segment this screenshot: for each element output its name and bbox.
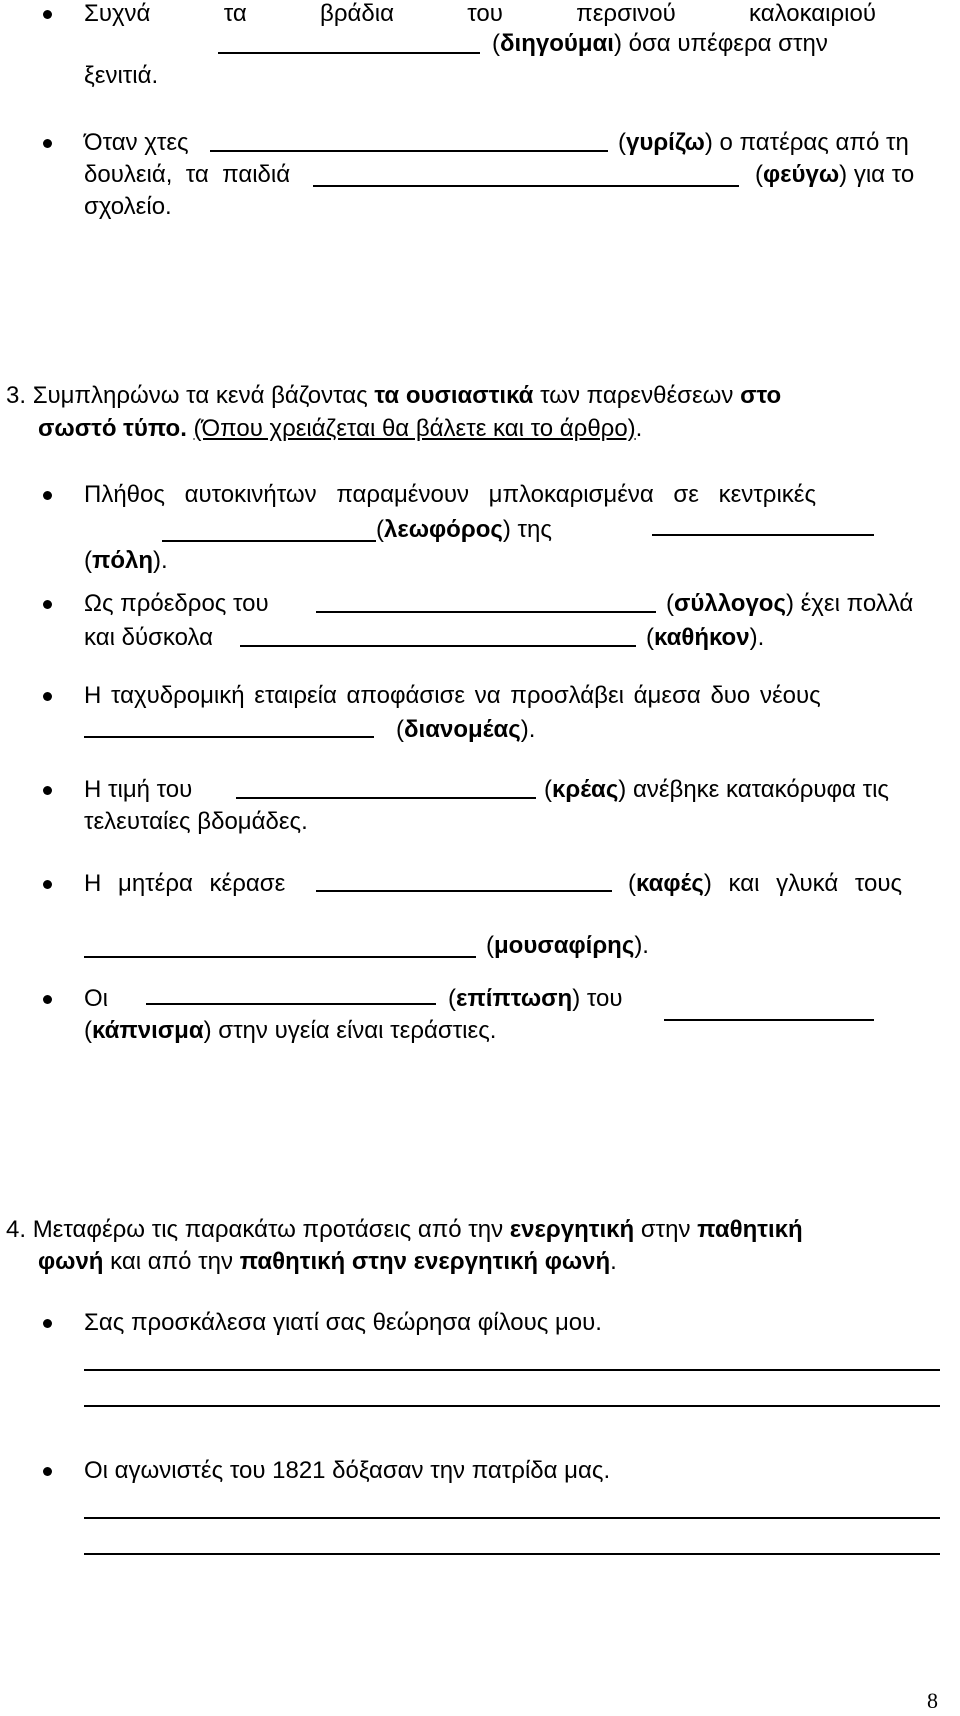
answer-line[interactable] <box>84 1369 940 1371</box>
answer-line[interactable] <box>84 1517 940 1519</box>
item-line: Ως πρόεδρος του <box>84 590 269 617</box>
item-line: (διηγούμαι) όσα υπέφερα στην <box>492 30 828 57</box>
answer-blank[interactable] <box>316 890 612 892</box>
item-line: (επίπτωση) του <box>448 985 623 1012</box>
item-line: (κάπνισμα) στην υγεία είναι τεράστιες. <box>84 1017 497 1044</box>
answer-blank[interactable] <box>313 185 739 187</box>
item-line: (καφές) και γλυκά τους <box>628 870 903 897</box>
bullet-icon <box>43 491 52 500</box>
bullet-icon <box>43 1467 52 1476</box>
item-line: (κρέας) ανέβηκε κατακόρυφα τις <box>544 776 889 803</box>
exercise-3-heading: 3. Συμπληρώνω τα κενά βάζοντας τα ουσιαστικά των παρενθέσεων στο <box>6 382 782 409</box>
bullet-icon <box>43 786 52 795</box>
item-line: Οι <box>84 985 108 1012</box>
bullet-icon <box>43 1319 52 1328</box>
item-line: σχολείο. <box>84 193 172 220</box>
exercise-4-heading: 4. Μεταφέρω τις παρακάτω προτάσεις από την ενεργητική στην παθητική <box>6 1216 803 1243</box>
item-line: (φεύγω) για το <box>755 161 915 188</box>
bullet-icon <box>43 600 52 609</box>
bullet-icon <box>43 995 52 1004</box>
bullet-icon <box>43 692 52 701</box>
item-line: (λεωφόρος) της <box>376 516 552 543</box>
item-line: Η μητέρα κέρασε <box>84 870 286 897</box>
answer-blank[interactable] <box>236 797 536 799</box>
answer-blank[interactable] <box>218 52 480 54</box>
answer-blank[interactable] <box>240 645 636 647</box>
exercise-4-heading: φωνή και από την παθητική στην ενεργητική φωνή. <box>38 1248 617 1275</box>
item-line: Σας προσκάλεσα γιατί σας θεώρησα φίλους μου. <box>84 1309 602 1336</box>
bullet-icon <box>43 880 52 889</box>
item-line: (καθήκον). <box>646 624 765 651</box>
item-line: τελευταίες βδομάδες. <box>84 808 308 835</box>
bullet-icon <box>43 10 52 19</box>
item-line: (γυρίζω) ο πατέρας από τη <box>618 129 909 156</box>
item-line: (πόλη). <box>84 547 168 574</box>
answer-blank[interactable] <box>316 611 656 613</box>
item-line: Η ταχυδρομική εταιρεία αποφάσισε να προσλάβει άμεσα δυο νέους <box>84 682 821 709</box>
answer-blank[interactable] <box>84 736 374 738</box>
item-line: Όταν χτες <box>84 129 189 156</box>
item-line: και δύσκολα <box>84 624 213 651</box>
bullet-icon <box>43 139 52 148</box>
item-line: (σύλλογος) έχει πολλά <box>666 590 914 617</box>
item-line: Οι αγωνιστές του 1821 δόξασαν την πατρίδα μας. <box>84 1457 611 1484</box>
answer-blank[interactable] <box>210 150 608 152</box>
item-line: ξενιτιά. <box>84 62 159 89</box>
exercise-3-heading: σωστό τύπο. (Όπου χρειάζεται θα βάλετε και το άρθρο). <box>38 415 643 442</box>
answer-blank[interactable] <box>162 540 376 542</box>
item-line: Πλήθος αυτοκινήτων παραμένουν μπλοκαρισμένα σε κεντρικές <box>84 481 817 508</box>
item-line: (μουσαφίρης). <box>486 932 649 959</box>
answer-blank[interactable] <box>652 534 874 536</box>
item-line: δουλειά, τα παιδιά <box>84 161 291 188</box>
answer-line[interactable] <box>84 1405 940 1407</box>
item-line: Η τιμή του <box>84 776 193 803</box>
answer-blank[interactable] <box>146 1003 436 1005</box>
page-number: 8 <box>927 1688 938 1713</box>
item-line: (διανομέας). <box>396 716 536 743</box>
answer-blank[interactable] <box>84 956 476 958</box>
item-line: Συχνά τα βράδια του περσινού καλοκαιριού <box>84 0 876 27</box>
answer-line[interactable] <box>84 1553 940 1555</box>
answer-blank[interactable] <box>664 1019 874 1021</box>
